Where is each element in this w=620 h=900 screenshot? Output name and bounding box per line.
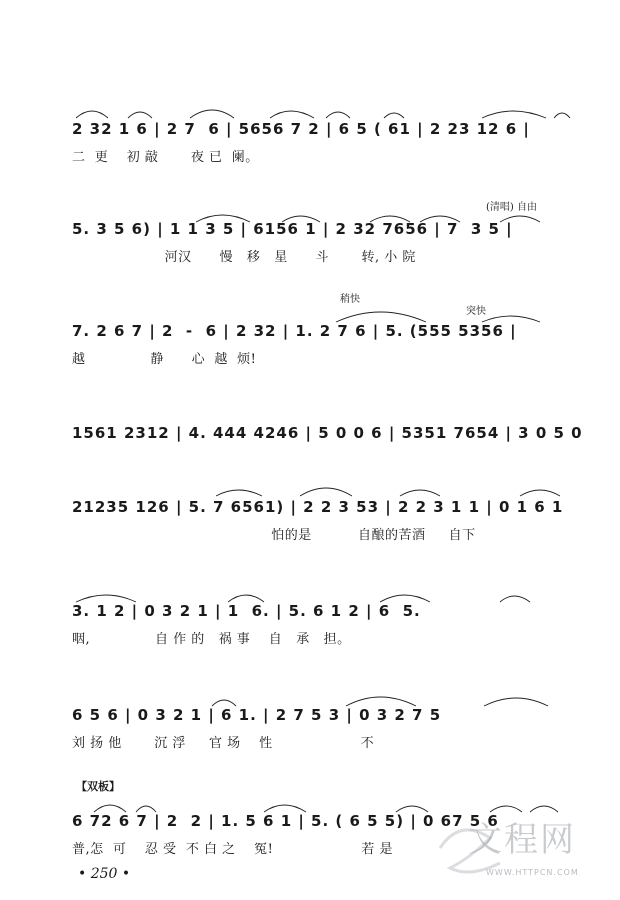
tempo-marking: 稍快 [340, 294, 360, 305]
notation-line: 6 72 6 7 | 2 2 | 1. 5 6 1 | 5. ( 6 5 5) | 0 67 5 6 [72, 812, 499, 830]
section-label: 【双板】 [76, 780, 120, 793]
notation-line: 3. 1 2 | 0 3 2 1 | 1 6. | 5. 6 1 2 | 6 5. [72, 602, 421, 620]
lyric-line: 咽, 自 作 的 祸 事 自 承 担。 [72, 632, 351, 647]
lyric-line: 河汉 慢 移 星 斗 转, 小 院 [72, 250, 416, 265]
lyric-line: 刘 扬 他 沉 浮 官 场 性 不 [72, 736, 375, 751]
notation-line: 2 32 1 6 | 2 7 6 | 5656 7 2 | 6 5 ( 61 | 2 23 12 6 | [72, 120, 530, 138]
lyric-line: 普,怎 可 忍 受 不 白 之 冤! 若 是 [72, 842, 393, 857]
lyric-line: 越 静 心 越 烦! [72, 352, 257, 367]
notation-line: 1561 2312 | 4. 444 4246 | 5 0 0 6 | 5351 7654 | 3 0 5 0 [72, 424, 583, 442]
notation-line: 6 5 6 | 0 3 2 1 | 6 1. | 2 7 5 3 | 0 3 2 7 5 [72, 706, 442, 724]
notation-line: 21235 126 | 5. 7 6561) | 2 2 3 53 | 2 2 3 1 1 | 0 1 6 1 [72, 498, 564, 516]
tempo-marking: (清唱) 自由 [486, 202, 537, 213]
lyric-line: 二 更 初 敲 夜 已 阑。 [72, 150, 259, 165]
watermark-url: WWW.HTTPCN.COM [486, 868, 579, 877]
lyric-line: 怕的是 自酿的苦酒 自下 [72, 528, 476, 543]
page-number: • 250 • [78, 866, 131, 882]
tempo-marking: 突快 [466, 306, 486, 317]
notation-line: 7. 2 6 7 | 2 - 6 | 2 32 | 1. 2 7 6 | 5. (555 5356 | [72, 322, 517, 340]
watermark-text: 文程网 [468, 820, 576, 860]
notation-line: 5. 3 5 6) | 1 1 3 5 | 6156 1 | 2 32 7656 | 7 3 5 | [72, 220, 513, 238]
